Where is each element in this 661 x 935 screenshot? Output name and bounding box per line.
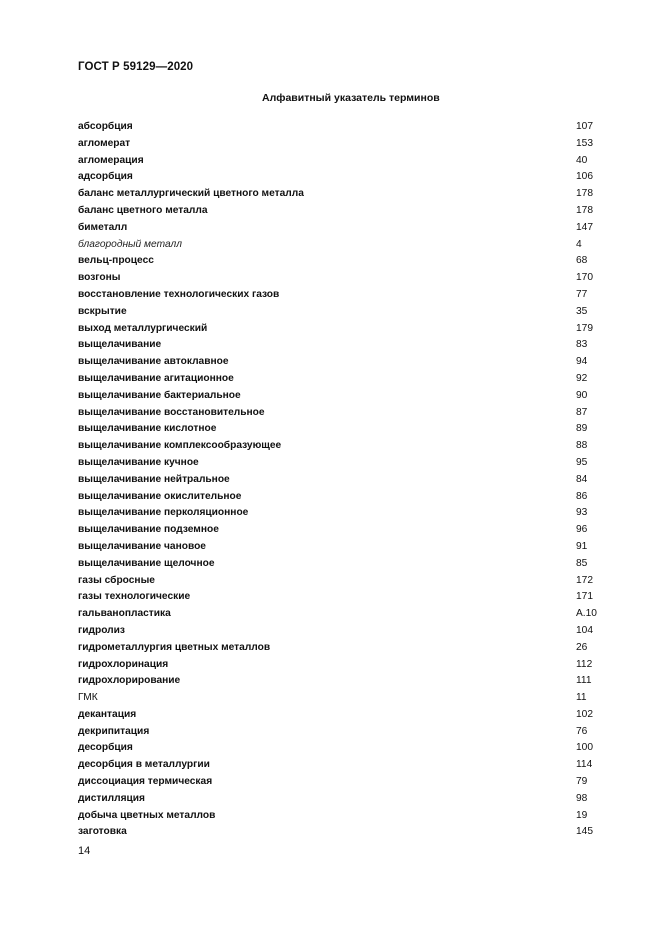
index-entry <box>78 371 598 388</box>
index-reference: 85 <box>576 557 588 569</box>
index-entry <box>78 169 598 186</box>
index-term: добыча цветных металлов <box>78 809 216 821</box>
index-term: выщелачивание бактериальное <box>78 389 241 401</box>
index-reference: 106 <box>576 171 593 183</box>
index-reference: 107 <box>576 121 593 132</box>
index-reference: 179 <box>576 322 593 334</box>
index-term: абсорбция <box>78 121 133 132</box>
index-reference: 112 <box>576 658 593 670</box>
index-reference: 4 <box>576 238 582 250</box>
index-entry <box>78 237 598 254</box>
index-term: баланс металлургический цветного металла <box>78 188 304 200</box>
index-reference: 98 <box>576 792 588 804</box>
index-entry <box>78 321 598 338</box>
index-entry <box>78 270 598 287</box>
index-entry <box>78 304 598 321</box>
section-title: Алфавитный указатель терминов <box>262 92 440 104</box>
index-term: вскрытие <box>78 305 127 317</box>
index-term: выщелачивание нейтральное <box>78 473 230 485</box>
index-entry <box>78 623 598 640</box>
index-entry <box>78 337 598 354</box>
index-reference: 104 <box>576 624 593 636</box>
index-term: газы сбросные <box>78 574 155 586</box>
index-reference: 11 <box>576 692 587 704</box>
index-term: декрипитация <box>78 725 150 737</box>
index-term: гидролиз <box>78 624 125 636</box>
index-entry <box>78 220 598 237</box>
index-reference: 84 <box>576 473 588 485</box>
index-entry <box>78 186 598 203</box>
index-entry <box>78 354 598 371</box>
index-reference: 114 <box>576 759 593 771</box>
index-entry <box>78 489 598 506</box>
index-reference: 92 <box>576 372 588 384</box>
index-term: выщелачивание кислотное <box>78 423 217 435</box>
index-reference: 172 <box>576 574 593 586</box>
index-reference: 171 <box>576 591 593 603</box>
index-term: возгоны <box>78 272 121 284</box>
index-term: ГМК <box>78 692 98 704</box>
index-entry <box>78 791 598 808</box>
index-reference: 94 <box>576 356 588 368</box>
index-reference: 76 <box>576 725 588 737</box>
index-term: выщелачивание чановое <box>78 540 206 552</box>
index-entry <box>78 774 598 791</box>
index-reference: 26 <box>576 641 588 653</box>
index-term: гидрохлоринация <box>78 658 169 670</box>
index-term: газы технологические <box>78 591 191 603</box>
index-term: благородный металл <box>78 238 183 250</box>
index-reference: 178 <box>576 204 593 216</box>
index-entry <box>78 405 598 422</box>
index-reference: 87 <box>576 406 588 418</box>
index-term: агломерат <box>78 137 131 149</box>
index-reference: 178 <box>576 188 593 200</box>
index-entry <box>78 757 598 774</box>
index-entry <box>78 253 598 270</box>
index-reference: 93 <box>576 507 588 519</box>
index-entry <box>78 707 598 724</box>
index-reference: 90 <box>576 389 588 401</box>
index-term: восстановление технологических газов <box>78 288 280 300</box>
index-entry <box>78 640 598 657</box>
index-entry <box>78 522 598 539</box>
index-entry <box>78 556 598 573</box>
index-term: дистилляция <box>78 792 146 804</box>
index-entry <box>78 203 598 220</box>
index-reference: 153 <box>576 137 593 149</box>
index-term: выщелачивание окислительное <box>78 490 242 502</box>
index-term: гальванопластика <box>78 608 171 620</box>
index-term: выщелачивание кучное <box>78 456 199 468</box>
index-term: диссоциация термическая <box>78 776 213 788</box>
index-entry <box>78 808 598 825</box>
index-entry <box>78 119 598 136</box>
index-term: выщелачивание подземное <box>78 524 219 536</box>
index-entry <box>78 824 598 841</box>
index-reference: 95 <box>576 456 588 468</box>
index-term: выщелачивание восстановительное <box>78 406 265 418</box>
index-entry <box>78 539 598 556</box>
index-entry <box>78 421 598 438</box>
index-term: десорбция <box>78 742 133 754</box>
index-term: выщелачивание щелочное <box>78 557 215 569</box>
index-reference: 35 <box>576 305 588 317</box>
index-entry <box>78 455 598 472</box>
index-entry <box>78 136 598 153</box>
index-reference: 111 <box>576 675 592 687</box>
index-term: декантация <box>78 708 137 720</box>
index-entry <box>78 505 598 522</box>
index-term: агломерация <box>78 154 144 166</box>
index-term: биметалл <box>78 221 128 233</box>
index-term: выщелачивание автоклавное <box>78 356 229 368</box>
document-header: ГОСТ Р 59129—2020 <box>78 61 194 73</box>
index-entry <box>78 606 598 623</box>
index-reference: 79 <box>576 776 588 788</box>
index-entry <box>78 472 598 489</box>
index-reference: 86 <box>576 490 588 502</box>
index-entry <box>78 740 598 757</box>
index-entry <box>78 287 598 304</box>
index-entry <box>78 690 598 707</box>
index-entry <box>78 673 598 690</box>
index-term: баланс цветного металла <box>78 204 208 216</box>
index-term: адсорбция <box>78 171 133 183</box>
index-reference: 88 <box>576 440 588 452</box>
index-term: выход металлургический <box>78 322 208 334</box>
index-reference: А.10 <box>576 608 597 620</box>
index-reference: 170 <box>576 272 593 284</box>
index-reference: 147 <box>576 221 593 233</box>
index-term: выщелачивание агитационное <box>78 372 234 384</box>
index-reference: 83 <box>576 339 588 351</box>
index-reference: 89 <box>576 423 588 435</box>
index-term: вельц-процесс <box>78 255 154 267</box>
index-entry <box>78 388 598 405</box>
index-term: выщелачивание <box>78 339 162 351</box>
index-reference: 91 <box>576 540 588 552</box>
index-reference: 68 <box>576 255 588 267</box>
index-term: заготовка <box>78 826 127 838</box>
page-number: 14 <box>78 845 91 857</box>
index-entry <box>78 438 598 455</box>
index-term: гидрометаллургия цветных металлов <box>78 641 271 653</box>
index-reference: 19 <box>576 809 588 821</box>
index-term: выщелачивание комплексообразующее <box>78 440 282 452</box>
index-term: гидрохлорирование <box>78 675 181 687</box>
index-reference: 100 <box>576 742 593 754</box>
index-reference: 40 <box>576 154 588 166</box>
index-entry <box>78 589 598 606</box>
index-entry <box>78 573 598 590</box>
index-entry <box>78 657 598 674</box>
index-reference: 77 <box>576 288 588 300</box>
index-term: выщелачивание перколяционное <box>78 507 249 519</box>
index-reference: 102 <box>576 708 593 720</box>
index-term: десорбция в металлургии <box>78 759 210 771</box>
term-index-list <box>78 119 598 841</box>
index-reference: 145 <box>576 826 593 838</box>
index-entry <box>78 724 598 741</box>
index-reference: 96 <box>576 524 588 536</box>
index-entry <box>78 153 598 170</box>
